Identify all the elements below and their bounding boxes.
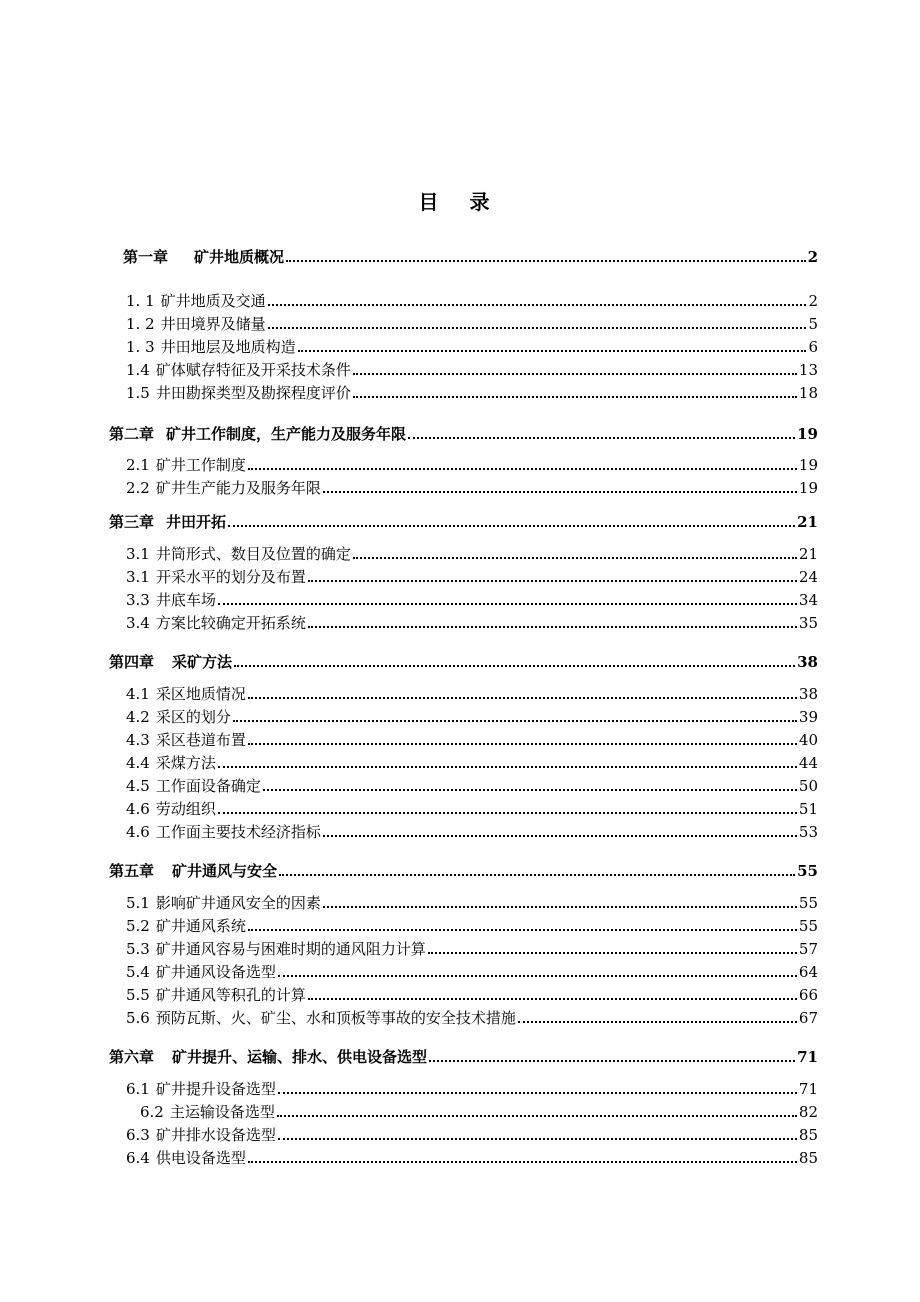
toc-entry-title: 井田开拓	[166, 513, 227, 531]
toc-entry-label	[126, 729, 246, 751]
toc-section-entry[interactable]	[126, 382, 818, 404]
dot-leader	[429, 1060, 795, 1062]
toc-entry-label	[126, 477, 321, 499]
dot-leader	[353, 557, 797, 559]
toc-entry-label	[126, 290, 266, 312]
toc-entry-title: 矿井工作制度	[155, 456, 246, 474]
toc-entry-page-number: 38	[798, 685, 818, 703]
toc-entry-label	[126, 612, 306, 634]
toc-entry-page-number: 55	[798, 917, 818, 935]
toc-entry-page-number: 71	[798, 1080, 818, 1098]
toc-entry-number: 6.3	[126, 1126, 150, 1144]
dot-leader	[353, 396, 797, 398]
toc-entry-title: 采区巷道布置	[155, 731, 246, 749]
toc-entry-label	[126, 1147, 246, 1169]
toc-section-entry[interactable]	[126, 566, 818, 588]
dot-leader	[248, 743, 797, 745]
toc-entry-number: 6.1	[126, 1080, 150, 1098]
toc-entry-page-number: 2	[808, 292, 818, 310]
toc-entry-title: 采矿方法	[172, 653, 233, 671]
toc-entry-number: 1. 3	[126, 338, 155, 356]
toc-entry-page-number: 19	[798, 456, 818, 474]
toc-entry-page-number: 44	[798, 754, 818, 772]
toc-entry-number: 6.2	[140, 1103, 164, 1121]
toc-section-entry[interactable]	[126, 1007, 818, 1029]
toc-entry-title: 矿井通风容易与困难时期的通风阻力计算	[155, 940, 426, 958]
toc-entry-label	[126, 775, 261, 797]
toc-section-entry[interactable]	[126, 752, 818, 774]
toc-title: 目 录	[418, 190, 502, 214]
toc-entry-page-number: 85	[798, 1149, 818, 1167]
toc-chapter-entry[interactable]	[109, 511, 818, 533]
toc-entry-number: 1. 2	[126, 315, 155, 333]
toc-entry-label	[126, 961, 276, 983]
toc-entry-title: 井田境界及储量	[160, 315, 266, 333]
toc-section-entry[interactable]	[126, 984, 818, 1006]
dot-leader	[218, 603, 797, 605]
toc-section-entry[interactable]	[126, 1078, 818, 1100]
toc-entry-title: 井田地层及地质构造	[160, 338, 296, 356]
toc-entry-title: 开采水平的划分及布置	[155, 568, 306, 586]
toc-entry-number: 第一章	[123, 248, 169, 266]
toc-entry-number: 5.1	[126, 894, 150, 912]
toc-entry-number: 1. 1	[126, 292, 155, 310]
toc-entry-label	[126, 336, 296, 358]
dot-leader	[323, 906, 797, 908]
toc-entry-label	[109, 651, 232, 673]
dot-leader	[268, 304, 807, 306]
toc-entry-page-number: 34	[798, 591, 818, 609]
toc-entry-page-number: 38	[797, 653, 818, 671]
toc-entry-label	[126, 752, 216, 774]
toc-section-entry[interactable]	[126, 359, 818, 381]
toc-section-entry[interactable]	[126, 336, 818, 358]
toc-entry-label	[126, 382, 351, 404]
toc-entry-page-number: 19	[797, 425, 818, 443]
toc-section-entry[interactable]	[126, 1147, 818, 1169]
toc-entry-label	[109, 423, 406, 445]
toc-entry-page-number: 13	[798, 361, 818, 379]
toc-entry-page-number: 55	[798, 894, 818, 912]
toc-entry-title: 采区的划分	[155, 708, 231, 726]
toc-entry-label	[126, 313, 266, 335]
toc-section-entry[interactable]	[126, 798, 818, 820]
toc-entry-title: 预防瓦斯、火、矿尘、水和顶板等事故的安全技术措施	[155, 1009, 516, 1027]
toc-entry-page-number: 64	[798, 963, 818, 981]
toc-entry-title: 矿井通风系统	[155, 917, 246, 935]
toc-section-entry[interactable]	[126, 961, 818, 983]
toc-entry-title: 矿井通风与安全	[172, 862, 278, 880]
toc-entry-title: 工作面设备确定	[155, 777, 261, 795]
toc-entry-title: 矿井通风等积孔的计算	[155, 986, 306, 1004]
toc-entry-label	[126, 938, 426, 960]
toc-section-entry[interactable]	[126, 915, 818, 937]
toc-section-entry[interactable]	[126, 706, 818, 728]
dot-leader	[248, 697, 797, 699]
toc-entry-label	[123, 246, 284, 268]
toc-entry-number: 5.6	[126, 1009, 150, 1027]
dot-leader	[218, 812, 797, 814]
toc-entry-number: 4.6	[126, 800, 150, 818]
toc-entry-number: 3.1	[126, 568, 150, 586]
toc-entry-page-number: 21	[797, 513, 818, 531]
toc-entry-number: 5.3	[126, 940, 150, 958]
toc-entry-number: 第五章	[109, 862, 155, 880]
toc-entry-page-number: 53	[798, 823, 818, 841]
toc-entry-label	[109, 1046, 427, 1068]
toc-entry-page-number: 24	[798, 568, 818, 586]
toc-entry-title: 矿体赋存特征及开采技术条件	[155, 361, 351, 379]
toc-entry-label	[126, 1124, 276, 1146]
toc-entry-label	[126, 821, 321, 843]
toc-entry-number: 4.4	[126, 754, 150, 772]
toc-entry-title: 矿井地质及交通	[160, 292, 266, 310]
toc-entry-title: 采煤方法	[155, 754, 216, 772]
toc-entry-page-number: 55	[797, 862, 818, 880]
dot-leader	[278, 975, 797, 977]
dot-leader	[518, 1021, 797, 1023]
toc-section-entry[interactable]	[126, 729, 818, 751]
dot-leader	[248, 929, 797, 931]
toc-entry-label	[126, 1078, 276, 1100]
dot-leader	[268, 327, 807, 329]
toc-entry-page-number: 35	[798, 614, 818, 632]
toc-section-entry[interactable]	[126, 683, 818, 705]
dot-leader	[308, 998, 797, 1000]
toc-entry-title: 矿井提升设备选型	[155, 1080, 276, 1098]
toc-entry-number: 2.2	[126, 479, 150, 497]
toc-entry-number: 6.4	[126, 1149, 150, 1167]
toc-entry-title: 矿井提升、运输、排水、供电设备选型	[172, 1048, 428, 1066]
toc-entry-page-number: 82	[798, 1103, 818, 1121]
toc-entry-title: 劳动组织	[155, 800, 216, 818]
toc-entry-page-number: 51	[798, 800, 818, 818]
toc-entry-title: 矿井通风设备选型	[155, 963, 276, 981]
toc-entry-label	[126, 984, 306, 1006]
toc-entry-label	[126, 798, 216, 820]
toc-entry-page-number: 39	[798, 708, 818, 726]
toc-entry-number: 3.1	[126, 545, 150, 563]
toc-entry-number: 5.5	[126, 986, 150, 1004]
toc-section-entry[interactable]	[126, 775, 818, 797]
toc-entry-number: 4.6	[126, 823, 150, 841]
toc-entry-title: 矿井生产能力及服务年限	[155, 479, 321, 497]
toc-entry-number: 1.5	[126, 384, 150, 402]
dot-leader	[277, 1115, 797, 1117]
toc-entry-page-number: 18	[798, 384, 818, 402]
toc-chapter-entry[interactable]	[109, 651, 818, 673]
toc-entry-page-number: 19	[798, 479, 818, 497]
toc-entry-title: 影响矿井通风安全的因素	[155, 894, 321, 912]
toc-entry-page-number: 40	[798, 731, 818, 749]
toc-entry-title: 井筒形式、数目及位置的确定	[155, 545, 351, 563]
dot-leader	[218, 766, 797, 768]
toc-section-entry[interactable]	[126, 892, 818, 914]
dot-leader	[228, 525, 795, 527]
toc-entry-label	[126, 892, 321, 914]
toc-entry-number: 第四章	[109, 653, 155, 671]
toc-entry-label	[126, 543, 351, 565]
dot-leader	[279, 874, 795, 876]
toc-entry-label	[126, 454, 246, 476]
toc-entry-number: 5.2	[126, 917, 150, 935]
toc-entry-title: 矿井地质概况	[194, 248, 285, 266]
toc-entry-page-number: 50	[798, 777, 818, 795]
toc-entry-label	[126, 589, 216, 611]
toc-chapter-entry[interactable]	[123, 246, 818, 268]
toc-entry-title: 工作面主要技术经济指标	[155, 823, 321, 841]
toc-section-entry[interactable]	[126, 313, 818, 335]
dot-leader	[323, 491, 797, 493]
toc-entry-label	[109, 860, 277, 882]
toc-entry-label	[109, 511, 226, 533]
toc-entry-title: 井底车场	[155, 591, 216, 609]
dot-leader	[286, 260, 806, 262]
toc-entry-number: 4.3	[126, 731, 150, 749]
toc-entry-number: 第二章	[109, 425, 155, 443]
toc-section-entry[interactable]	[126, 1124, 818, 1146]
toc-section-entry[interactable]	[126, 477, 818, 499]
toc-section-entry[interactable]	[126, 938, 818, 960]
toc-entry-title: 供电设备选型	[155, 1149, 246, 1167]
toc-entry-label	[126, 1007, 516, 1029]
dot-leader	[308, 580, 797, 582]
toc-entry-page-number: 6	[808, 338, 818, 356]
toc-entry-title: 主运输设备选型	[169, 1103, 275, 1121]
toc-entry-number: 4.1	[126, 685, 150, 703]
toc-entry-page-number: 67	[798, 1009, 818, 1027]
toc-entry-page-number: 71	[797, 1048, 818, 1066]
toc-entry-title: 方案比较确定开拓系统	[155, 614, 306, 632]
toc-entry-title: 矿井排水设备选型	[155, 1126, 276, 1144]
toc-section-entry[interactable]	[126, 612, 818, 634]
dot-leader	[308, 626, 797, 628]
toc-entry-title: 井田勘探类型及勘探程度评价	[155, 384, 351, 402]
toc-entry-page-number: 5	[808, 315, 818, 333]
toc-section-entry[interactable]	[126, 821, 818, 843]
dot-leader	[248, 1161, 797, 1163]
toc-entry-number: 3.4	[126, 614, 150, 632]
toc-entry-title: 矿井工作制度，生产能力及服务年限	[166, 425, 407, 443]
toc-entry-number: 第六章	[109, 1048, 155, 1066]
toc-chapter-entry[interactable]	[109, 860, 818, 882]
toc-entry-label	[126, 359, 351, 381]
dot-leader	[298, 350, 807, 352]
toc-entry-label	[126, 683, 246, 705]
toc-entry-page-number: 85	[798, 1126, 818, 1144]
dot-leader	[233, 720, 797, 722]
dot-leader	[248, 468, 797, 470]
toc-section-entry[interactable]	[126, 589, 818, 611]
toc-entry-number: 3.3	[126, 591, 150, 609]
toc-entry-title: 采区地质情况	[155, 685, 246, 703]
toc-entry-label	[126, 915, 246, 937]
toc-entry-number: 4.5	[126, 777, 150, 795]
dot-leader	[428, 952, 797, 954]
toc-entry-page-number: 21	[798, 545, 818, 563]
toc-entry-label	[140, 1101, 275, 1123]
dot-leader	[278, 1138, 797, 1140]
toc-section-entry[interactable]	[126, 543, 818, 565]
dot-leader	[278, 1092, 797, 1094]
dot-leader	[353, 373, 797, 375]
toc-entry-number: 1.4	[126, 361, 150, 379]
toc-entry-label	[126, 566, 306, 588]
dot-leader	[234, 665, 795, 667]
toc-entry-number: 第三章	[109, 513, 155, 531]
toc-chapter-entry[interactable]	[109, 423, 818, 445]
toc-entry-number: 2.1	[126, 456, 150, 474]
toc-entry-number: 5.4	[126, 963, 150, 981]
toc-entry-page-number: 57	[798, 940, 818, 958]
toc-chapter-entry[interactable]	[109, 1046, 818, 1068]
toc-entry-page-number: 2	[807, 248, 818, 266]
toc-section-entry[interactable]	[126, 454, 818, 476]
dot-leader	[263, 789, 797, 791]
toc-section-entry[interactable]	[140, 1101, 818, 1123]
toc-entry-number: 4.2	[126, 708, 150, 726]
toc-section-entry[interactable]	[126, 290, 818, 312]
toc-entry-label	[126, 706, 231, 728]
dot-leader	[408, 437, 795, 439]
toc-entry-page-number: 66	[798, 986, 818, 1004]
dot-leader	[323, 835, 797, 837]
